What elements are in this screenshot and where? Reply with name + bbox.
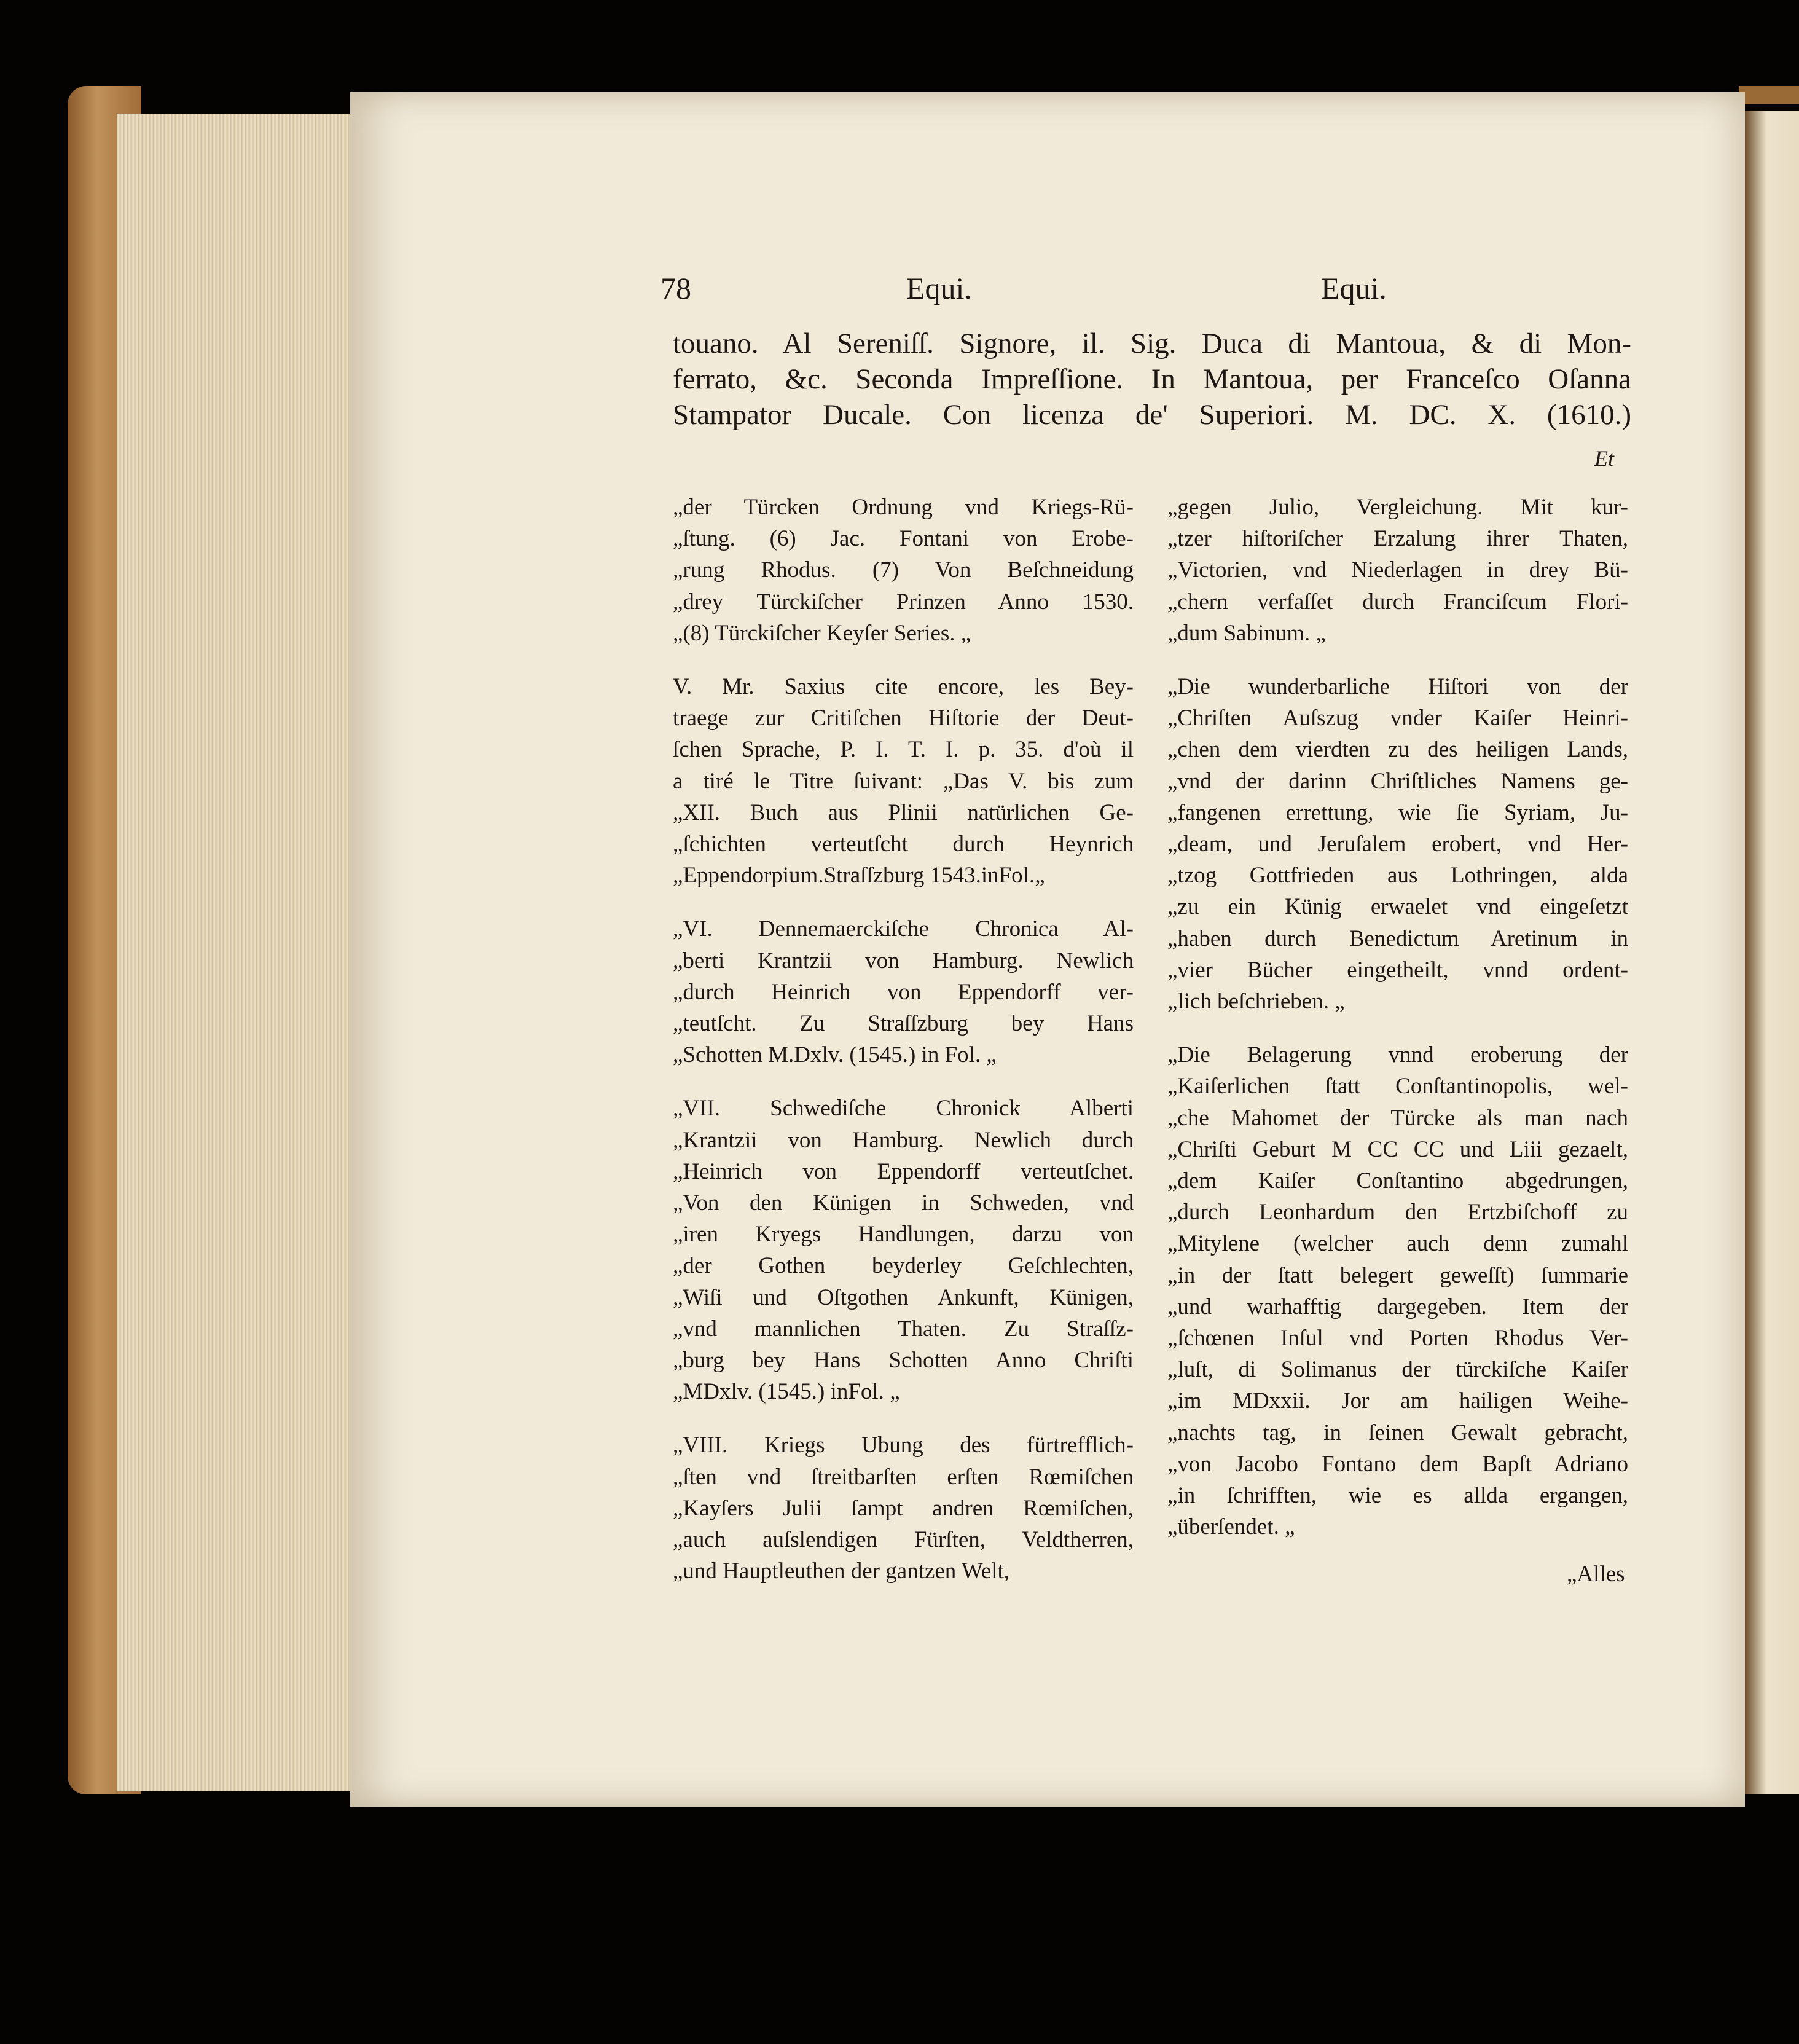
text-line: „ſtung. (6) Jac. Fontani von Erobe- xyxy=(673,526,1134,552)
text-line: „VIII. Kriegs Ubung des fürtrefflich- xyxy=(673,1433,1134,1458)
text-line: „vnd der darinn Chriſtliches Namens ge- xyxy=(1167,768,1628,794)
text-column-left xyxy=(673,492,1134,1587)
text-line: „chen dem vierdten zu des heiligen Lands, xyxy=(1167,737,1628,763)
text-line: „drey Türckiſcher Prinzen Anno 1530. xyxy=(673,589,1134,615)
header-title-left: Equi. xyxy=(906,271,972,305)
text-line: „Wiſi und Oſtgothen Ankunft, Künigen, xyxy=(673,1284,1134,1310)
text-line: „Kayſers Julii ſampt andren Rœmiſchen, xyxy=(673,1495,1134,1521)
text-line: „luſt, di Solimanus der türckiſche Kaiſer xyxy=(1167,1357,1628,1383)
text-line: „burg bey Hans Schotten Anno Chriſti xyxy=(673,1348,1134,1374)
text-line: „überſendet. „ xyxy=(1167,1514,1295,1540)
page-stack-edges xyxy=(117,114,356,1791)
paragraph-gap xyxy=(673,891,1134,913)
text-line: „ſchichten verteutſcht durch Heynrich xyxy=(673,831,1134,857)
text-line: „teutſcht. Zu Straſſzburg bey Hans xyxy=(673,1011,1134,1037)
text-line: „Von den Künigen in Schweden, vnd xyxy=(673,1190,1134,1216)
lead-line: ferrato, &c. Seconda Impreſſione. In Mantoua, per Franceſco Oſanna xyxy=(673,363,1631,395)
text-line: „Kaiſerlichen ſtatt Conſtantinopolis, wel- xyxy=(1167,1074,1628,1099)
text-line: „zu ein Künig erwaelet vnd eingeſetzt xyxy=(1167,894,1628,920)
text-line: „tzer hiſtoriſcher Erzalung ihrer Thaten, xyxy=(1167,526,1628,552)
text-line: „iren Kryegs Handlungen, darzu von xyxy=(673,1222,1134,1248)
text-line: „ſchœnen Inſul vnd Porten Rhodus Ver- xyxy=(1167,1326,1628,1351)
text-line: „rung Rhodus. (7) Von Beſchneidung xyxy=(673,557,1134,583)
text-line: „tzog Gottfrieden aus Lothringen, alda xyxy=(1167,863,1628,889)
text-line: „XII. Buch aus Plinii natürlichen Ge- xyxy=(673,800,1134,825)
text-line: „Die wunderbarliche Hiſtori von der xyxy=(1167,674,1628,700)
text-line: „Krantzii von Hamburg. Newlich durch xyxy=(673,1127,1134,1153)
text-line: „in ſchrifften, wie es allda ergangen, xyxy=(1167,1483,1628,1509)
text-line: „Schotten M.Dxlv. (1545.) in Fol. „ xyxy=(673,1042,997,1068)
text-line: „und Hauptleuthen der gantzen Welt, xyxy=(673,1559,1010,1584)
paragraph-gap xyxy=(673,649,1134,671)
text-line: „deam, und Jeruſalem erobert, vnd Her- xyxy=(1167,831,1628,857)
text-line: „in der ſtatt belegert geweſſt) ſummarie xyxy=(1167,1262,1628,1288)
text-line: „gegen Julio, Vergleichung. Mit kur- xyxy=(1167,495,1628,520)
text-line: „und warhafftig dargegeben. Item der xyxy=(1167,1294,1628,1319)
text-line: „von Jacobo Fontano dem Bapſt Adriano xyxy=(1167,1451,1628,1477)
text-line: „vier Bücher eingetheilt, vnnd ordent- xyxy=(1167,957,1628,983)
text-line: ſchen Sprache, P. I. T. I. p. 35. d'où il xyxy=(673,737,1134,763)
paragraph-gap xyxy=(1167,1017,1628,1039)
text-line: „fangenen errettung, wie ſie Syriam, Ju- xyxy=(1167,800,1628,825)
text-line: „haben durch Benedictum Aretinum in xyxy=(1167,926,1628,951)
facing-page-sliver xyxy=(1745,111,1799,1794)
paragraph-gap xyxy=(1167,649,1628,671)
header-title-right: Equi. xyxy=(1321,271,1387,305)
lead-line: touano. Al Sereniſſ. Signore, il. Sig. Duca di Mantoua, & di Mon- xyxy=(673,328,1631,360)
text-column-right xyxy=(1167,492,1628,1543)
text-line: „Victorien, vnd Niederlagen in drey Bü- xyxy=(1167,557,1628,583)
text-line: „Eppendorpium.Straſſzburg 1543.inFol.„ xyxy=(673,863,1045,889)
text-line: „berti Krantzii von Hamburg. Newlich xyxy=(673,948,1134,973)
text-line: „lich beſchrieben. „ xyxy=(1167,989,1345,1015)
text-line: „der Türcken Ordnung vnd Kriegs-Rü- xyxy=(673,495,1134,520)
text-line: „Mitylene (welcher auch denn zumahl xyxy=(1167,1231,1628,1257)
text-line: „ſten vnd ſtreitbarſten erſten Rœmiſchen xyxy=(673,1464,1134,1490)
text-line: „nachts tag, in ſeinen Gewalt gebracht, xyxy=(1167,1420,1628,1445)
running-header xyxy=(660,270,1395,313)
book-cover-edge-right xyxy=(1739,86,1799,104)
text-line: „che Mahomet der Türcke als man nach xyxy=(1167,1105,1628,1131)
text-line: „chern verfaſſet durch Franciſcum Flori- xyxy=(1167,589,1628,615)
text-line: „durch Leonhardum den Ertzbiſchoff zu xyxy=(1167,1200,1628,1225)
text-line: „im MDxxii. Jor am hailigen Weihe- xyxy=(1167,1388,1628,1414)
text-line: „Chriſten Auſszug vnder Kaiſer Heinri- xyxy=(1167,706,1628,731)
text-line: „VII. Schwediſche Chronick Alberti xyxy=(673,1096,1134,1122)
text-line: „durch Heinrich von Eppendorff ver- xyxy=(673,979,1134,1005)
page-number: 78 xyxy=(660,271,691,305)
lead-paragraph xyxy=(673,326,1631,433)
text-line: „Die Belagerung vnnd eroberung der xyxy=(1167,1042,1628,1068)
text-line: „dem Kaiſer Conſtantino abgedrungen, xyxy=(1167,1168,1628,1194)
text-line: V. Mr. Saxius cite encore, les Bey- xyxy=(673,674,1134,700)
text-line: traege zur Critiſchen Hiſtorie der Deut- xyxy=(673,706,1134,731)
text-line: „(8) Türckiſcher Keyſer Series. „ xyxy=(673,620,971,646)
text-line: „der Gothen beyderley Geſchlechten, xyxy=(673,1253,1134,1279)
catchword-bottom: „Alles xyxy=(1567,1562,1625,1587)
text-line: „MDxlv. (1545.) inFol. „ xyxy=(673,1379,900,1405)
text-line: „VI. Dennemaerckiſche Chronica Al- xyxy=(673,916,1134,942)
text-line: „auch auſslendigen Fürſten, Veldtherren, xyxy=(673,1527,1134,1553)
text-line: a tiré le Titre ſuivant: „Das V. bis zum xyxy=(673,768,1134,794)
text-line: „Heinrich von Eppendorff verteutſchet. xyxy=(673,1158,1134,1184)
text-line: „Chriſti Geburt M CC CC und Liii gezaelt, xyxy=(1167,1136,1628,1162)
text-line: „vnd mannlichen Thaten. Zu Straſſz- xyxy=(673,1316,1134,1342)
catchword-top: Et xyxy=(1594,446,1614,471)
lead-line: Stampator Ducale. Con licenza de' Superiori. M. DC. X. (1610.) xyxy=(673,399,1631,431)
paragraph-gap xyxy=(673,1071,1134,1093)
text-line: „dum Sabinum. „ xyxy=(1167,620,1326,646)
paragraph-gap xyxy=(673,1407,1134,1429)
